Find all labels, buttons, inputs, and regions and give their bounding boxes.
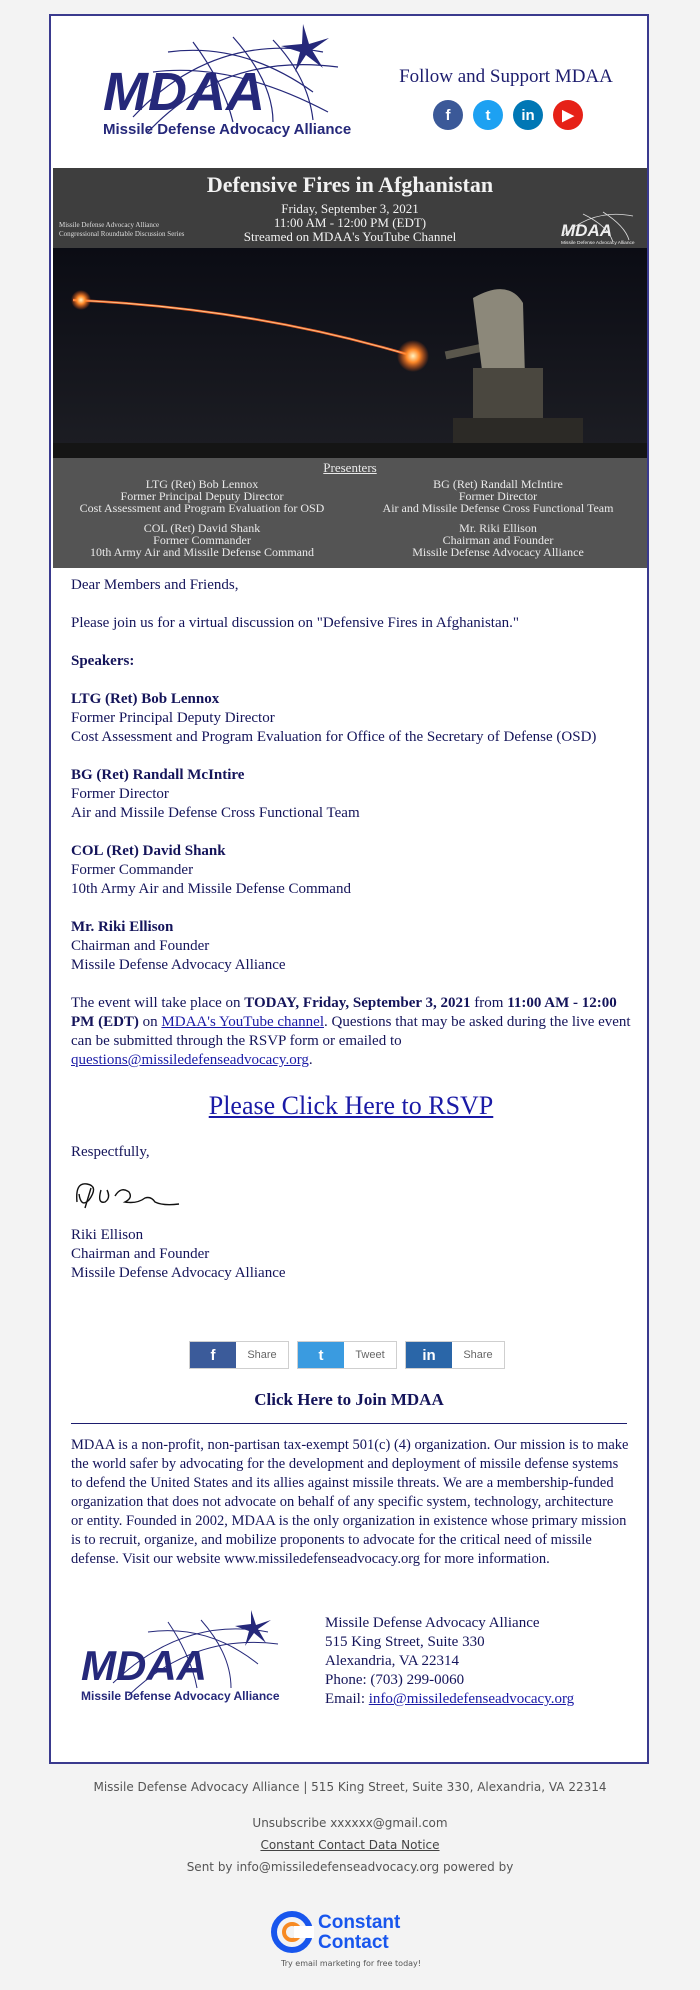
speaker-title: Former Principal Deputy Director — [71, 710, 275, 726]
share-label: Tweet — [355, 1349, 385, 1361]
banner-series — [59, 221, 184, 239]
speaker-block — [71, 842, 631, 899]
presenter-title: Chairman and Founder — [442, 533, 554, 547]
twitter-share-button[interactable] — [297, 1341, 397, 1369]
social-links — [433, 100, 583, 130]
presenters-panel — [53, 458, 647, 568]
facebook-share-button[interactable] — [189, 1341, 289, 1369]
speaker-org: 10th Army Air and Missile Defense Command — [71, 881, 351, 897]
presenter-block — [57, 478, 347, 514]
facebook-icon: f — [190, 1342, 236, 1368]
speaker-org: Cost Assessment and Program Evaluation for Office of the Secretary of Defense (OSD) — [71, 729, 597, 745]
mdaa-logo[interactable] — [73, 22, 363, 162]
presenter-org: Missile Defense Advocacy Alliance — [412, 545, 584, 559]
address-street: 515 King Street, Suite 330 — [325, 1634, 485, 1650]
constant-contact-logo[interactable] — [266, 1908, 436, 1970]
presenter-title: Former Principal Deputy Director — [120, 489, 284, 503]
event-text: on — [138, 1014, 162, 1030]
event-banner[interactable] — [53, 168, 647, 568]
presenter-title: Former Director — [458, 489, 538, 503]
address-phone: Phone: (703) 299-0060 — [325, 1672, 465, 1688]
linkedin-icon: in — [406, 1342, 452, 1368]
series-line: Missile Defense Advocacy Alliance — [59, 221, 160, 229]
mini-logo-subtitle: Missile Defense Advocacy Alliance — [561, 241, 635, 246]
event-text: . Questions that may be asked during the live event can be submitted through the RSVP form or emailed to — [71, 1014, 631, 1049]
email-header — [51, 16, 647, 171]
speaker-block — [71, 918, 631, 975]
share-label: Share — [463, 1349, 493, 1361]
footer-logo-subtitle: Missile Defense Advocacy Alliance — [81, 1689, 280, 1703]
contact-address — [325, 1614, 574, 1709]
speaker-name: BG (Ret) Randall McIntire — [71, 767, 245, 783]
speaker-title: Chairman and Founder — [71, 938, 210, 954]
mission-statement: MDAA is a non-profit, non-partisan tax-exempt 501(c) (4) organization. Our mission is to make the world safer by advocating for the development and deployment of missile defense systems to defend the United States and its allies against missile threats. We are a membership-funded organization that does not advocate on behalf of any specific system, technology, architecture or entity. Founded in 2002, MDAA is the only organization in existence whose primary mission is to recruit, organize, and mobilize proponents to advocate for the critical need of missile defense. Visit our website www.missiledefenseadvocacy.org for more information. — [71, 1437, 629, 1567]
presenter-name: COL (Ret) David Shank — [143, 521, 261, 535]
presenter-org: Air and Missile Defense Cross Functional Team — [382, 501, 614, 515]
cc-tagline: Try email marketing for free today! — [281, 1959, 421, 1968]
closing: Respectfully, — [71, 1144, 150, 1160]
speaker-block — [71, 690, 631, 747]
presenter-org: Cost Assessment and Program Evaluation for OSD — [79, 501, 325, 515]
twitter-icon: t — [298, 1342, 344, 1368]
presenter-name: BG (Ret) Randall McIntire — [433, 477, 563, 491]
unsubscribe-link[interactable]: Unsubscribe xxxxxx@gmail.com — [252, 1816, 448, 1830]
banner-time: 11:00 AM - 12:00 PM (EDT) — [273, 215, 427, 230]
youtube-icon[interactable]: ▶ — [553, 100, 583, 130]
event-text: from — [470, 995, 508, 1011]
series-line: Congressional Roundtable Discussion Series — [59, 230, 185, 238]
address-email-line — [325, 1690, 574, 1709]
follow-text: Follow and Support MDAA — [399, 66, 613, 87]
twitter-icon[interactable]: t — [473, 100, 503, 130]
logo-text: MDAA — [103, 62, 265, 122]
banner-date: Friday, September 3, 2021 — [281, 201, 419, 216]
event-day: TODAY, Friday, September 3, 2021 — [244, 995, 471, 1011]
cc-brand-2: Contact — [318, 1932, 389, 1953]
page-footer — [0, 1780, 700, 1884]
footer-address: Missile Defense Advocacy Alliance | 515 King Street, Suite 330, Alexandria, VA 22314 — [93, 1780, 607, 1794]
address-city: Alexandria, VA 22314 — [325, 1653, 460, 1669]
rsvp-block — [71, 1091, 631, 1120]
signer-org: Missile Defense Advocacy Alliance — [71, 1265, 286, 1281]
presenters-title: Presenters — [323, 460, 377, 475]
linkedin-icon[interactable]: in — [513, 100, 543, 130]
signature-image — [71, 1168, 181, 1218]
footer-mdaa-logo[interactable] — [73, 1608, 293, 1718]
share-buttons — [189, 1341, 505, 1369]
banner-mini-logo — [553, 206, 641, 246]
banner-header — [53, 168, 647, 248]
presenter-name: LTG (Ret) Bob Lennox — [145, 477, 259, 491]
presenter-block — [353, 522, 643, 558]
email-frame — [49, 14, 649, 1764]
footer-logo-text: MDAA — [81, 1642, 207, 1689]
speaker-name: COL (Ret) David Shank — [71, 843, 226, 859]
divider — [71, 1423, 627, 1424]
address-org: Missile Defense Advocacy Alliance — [325, 1615, 540, 1631]
intro: Please join us for a virtual discussion on "Defensive Fires in Afghanistan." — [71, 615, 520, 631]
info-email-link[interactable]: info@missiledefenseadvocacy.org — [368, 1691, 575, 1707]
presenter-name: Mr. Riki Ellison — [459, 521, 537, 535]
event-text: . — [308, 1052, 313, 1068]
facebook-icon[interactable]: f — [433, 100, 463, 130]
presenter-block — [353, 478, 643, 514]
email-body — [71, 576, 631, 1302]
signature-block — [71, 1226, 631, 1283]
logo-subtitle: Missile Defense Advocacy Alliance — [103, 121, 352, 138]
banner-title: Defensive Fires in Afghanistan — [206, 172, 494, 197]
speaker-block — [71, 766, 631, 823]
presenter-block — [57, 522, 347, 558]
data-notice-link[interactable]: Constant Contact Data Notice — [260, 1838, 440, 1852]
share-label: Share — [247, 1349, 277, 1361]
speakers-heading: Speakers: — [71, 653, 135, 669]
questions-email-link[interactable]: questions@missiledefenseadvocacy.org — [71, 1052, 309, 1068]
event-details — [71, 994, 631, 1070]
speaker-org: Air and Missile Defense Cross Functional Team — [71, 805, 360, 821]
event-text: The event will take place on — [71, 995, 245, 1011]
speaker-name: Mr. Riki Ellison — [71, 919, 174, 935]
speaker-org: Missile Defense Advocacy Alliance — [71, 957, 286, 973]
speaker-title: Former Director — [71, 786, 169, 802]
banner-stream: Streamed on MDAA's YouTube Channel — [243, 229, 457, 244]
presenter-title: Former Commander — [153, 533, 251, 547]
sent-by: Sent by info@missiledefenseadvocacy.org powered by — [186, 1860, 514, 1874]
rsvp-link[interactable]: Please Click Here to RSVP — [208, 1091, 494, 1120]
signer-name: Riki Ellison — [71, 1227, 144, 1243]
speaker-name: LTG (Ret) Bob Lennox — [71, 691, 220, 707]
banner-photo — [53, 248, 647, 458]
cc-brand-1: Constant — [318, 1912, 401, 1933]
email-label: Email: — [325, 1691, 369, 1707]
greeting: Dear Members and Friends, — [71, 577, 239, 593]
join-mdaa-link[interactable]: Click Here to Join MDAA — [254, 1390, 444, 1409]
signer-title: Chairman and Founder — [71, 1246, 210, 1262]
mini-logo-text: MDAA — [561, 221, 612, 240]
linkedin-share-button[interactable] — [405, 1341, 505, 1369]
speaker-title: Former Commander — [71, 862, 194, 878]
event-time: 11:00 AM - 12:00 PM (EDT) — [71, 995, 617, 1030]
presenter-org: 10th Army Air and Missile Defense Command — [90, 545, 314, 559]
youtube-channel-link[interactable]: MDAA's YouTube channel — [161, 1014, 324, 1030]
